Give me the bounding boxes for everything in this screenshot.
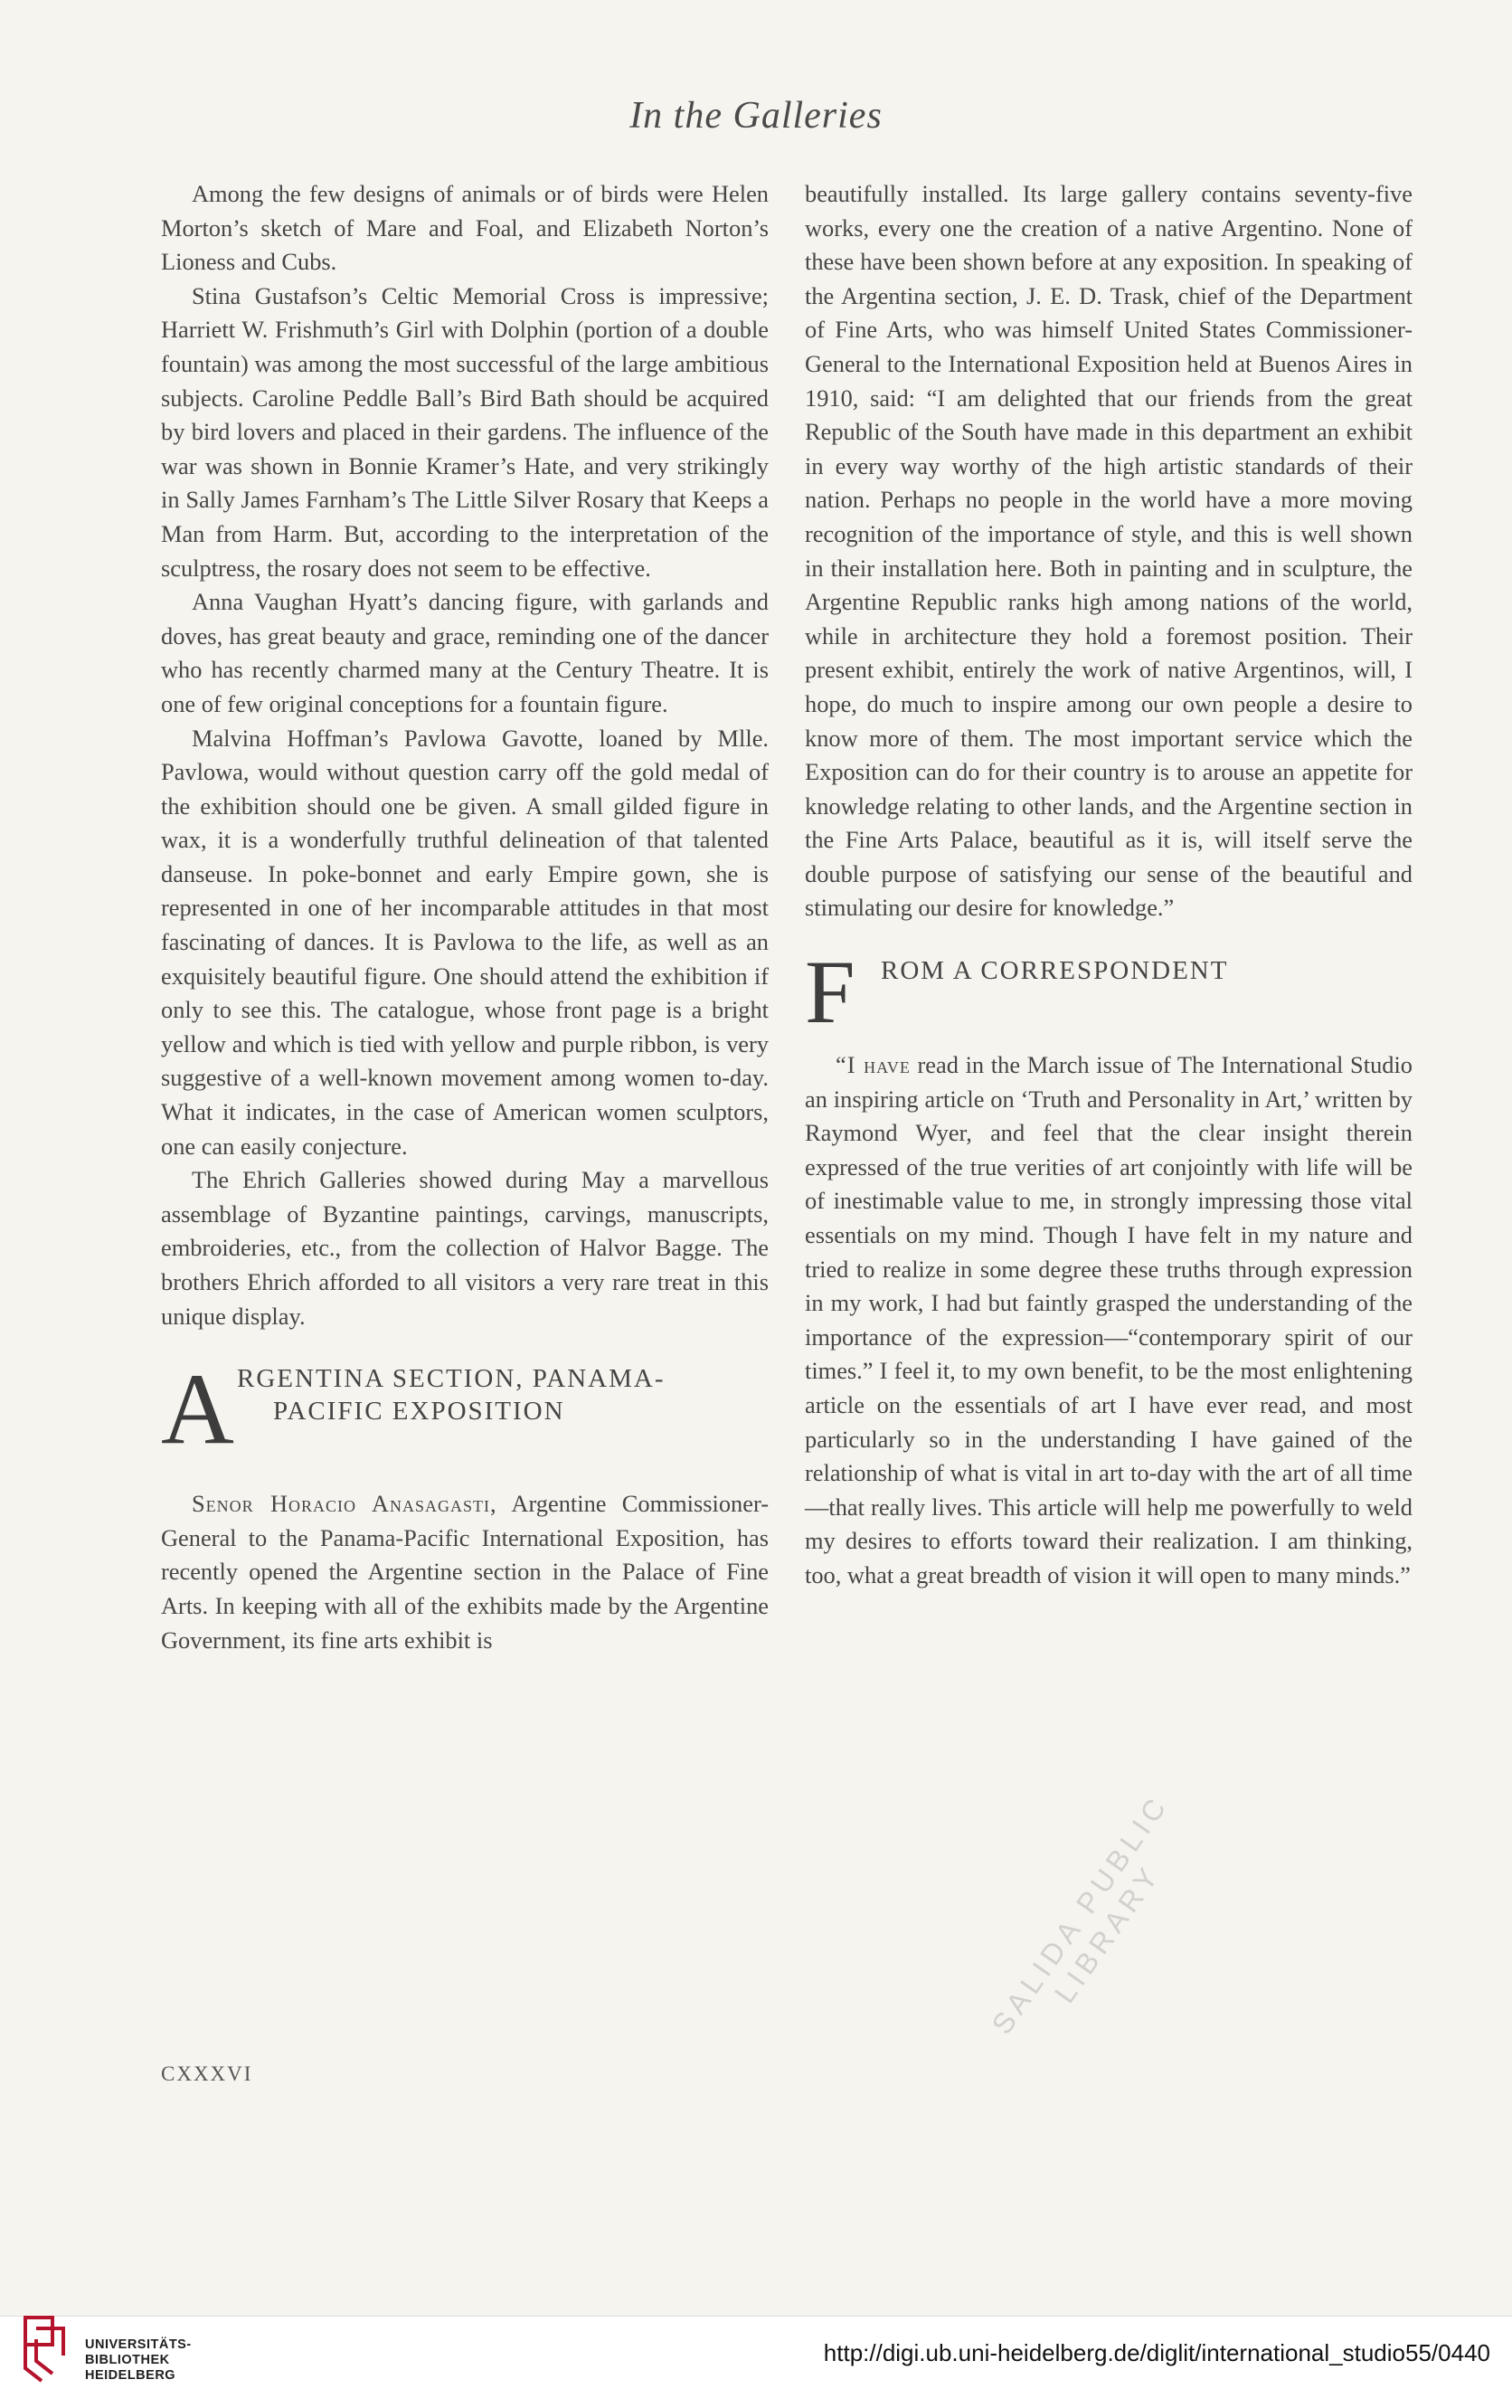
logo-line: BIBLIOTHEK: [85, 2353, 170, 2367]
library-stamp-text: SALIDA PUBLIC LIBRARY: [985, 1787, 1176, 2041]
lead-in: “I have: [836, 1051, 911, 1079]
paragraph: Malvina Hoffman’s Pavlowa Gavotte, loaned by Mlle. Pavlowa, would without question carry off the gold medal of the exhibition should one be given. A small gilded figure in wax, it is a wonderfully truthful delineation of that talented danseuse. In poke-bonnet and early Empire gown, she is represented in one of her incomparable attitudes in that most fascinating of dances. It is Pavlowa to the life, as well as an exquisitely beautiful figure. One should attend the exhibition if only to see this. The catalogue, whose front page is a bright yellow and which is tied with yellow and purple ribbon, is very suggestive of a well-known movement among women to-day. What it indicates, in the case of American women sculptors, one can easily conjecture.: [161, 724, 769, 1160]
logo-line: UNIVERSITÄTS-: [85, 2337, 192, 2352]
library-logo-text: [85, 2337, 192, 2384]
section-heading-correspondent: [805, 942, 1413, 1043]
paragraph: Stina Gustafson’s Celtic Memorial Cross is impressive; Harriett W. Frishmuth’s Girl with Dolphin (portion of a double fountain) was among the most successful of the large ambitious subjects. Caroline Peddle Ball’s Bird Bath should be acquired by bird lovers and placed in their gardens. The influence of the war was shown in Bonnie Kramer’s Hate, and very strikingly in Sally James Farnham’s The Little Silver Rosary that Keeps a Man from Harm. But, according to the interpretation of the sculptress, the rosary does not seem to be effective.: [161, 281, 769, 582]
page-number: CXXXVI: [161, 2062, 253, 2085]
paragraph: [161, 1487, 769, 1657]
running-head: In the Galleries: [629, 95, 883, 137]
paragraph: [805, 1048, 1413, 1593]
logo-line: HEIDELBERG: [85, 2368, 176, 2383]
paragraph: Among the few designs of animals or of birds were Helen Morton’s sketch of Mare and Foal, and Elizabeth Norton’s Lioness and Cubs.: [161, 180, 769, 276]
lead-in: Senor Horacio Anasagasti,: [192, 1490, 497, 1518]
paragraph: Anna Vaughan Hyatt’s dancing figure, with garlands and doves, has great beauty and grace, reminding one of the dancer who has recently charmed many at the Century Theatre. It is one of few original conceptions for a fountain figure.: [161, 588, 769, 717]
heading-line: PACIFIC EXPOSITION: [273, 1397, 565, 1427]
right-column: [805, 177, 1413, 1593]
heading-line: ROM A CORRESPONDENT: [881, 956, 1229, 986]
library-stamp: [968, 1755, 1185, 2062]
section-heading-argentina: [161, 1353, 769, 1466]
paragraph: beautifully installed. Its large gallery contains seventy-five works, every one the creation of a native Argentino. None of these have been shown before at any exposition. In speaking of the Argentina section, J. E. D. Trask, chief of the Department of Fine Arts, who was himself United States Commissioner-General to the International Exposition held at Buenos Aires in 1910, said: “I am delighted that our friends from the great Republic of the South have made in this department an exhibit in every way worthy of the high artistic standards of their nation. Perhaps no people in the world have a more moving recognition of the importance of style, and this is well shown in their installation here. Both in painting and in sculpture, the Argentine Republic ranks high among nations of the world, while in architecture they hold a foremost position. Their present exhibit, entirely the work of native Argentinos, will, I hope, do much to inspire among our own people a desire to know more of them. The most important service which the Exposition can do for their country is to arouse an appetite for knowledge relating to other lands, and the Argentine section in the Fine Arts Palace, beautiful as it is, will itself serve the double purpose of satisfying our sense of the beautiful and stimulating our desire for knowledge.”: [805, 180, 1413, 922]
heading-line: RGENTINA SECTION, PANAMA-: [237, 1364, 666, 1394]
library-logo-icon: [16, 2305, 74, 2388]
paragraph-text: read in the March issue of The International Studio an inspiring article on ‘Truth and Personality in Art,’ written by Raymond Wyer, and feel that the clear insight therein expressed of the true verities of art conjointly with life will be of inestimable value to me, in strongly impressing those vital essentials on my mind. Though I have felt in my nature and tried to realize in some degree these truths through expression in my work, I had but faintly grasped the understanding of the importance of the expression—“contemporary spirit of our times.” I feel it, to my own benefit, to be the most enlightening article on the essentials of art I have ever read, and most particularly so in the understanding I have gained of the relationship of what is vital in art to-day with the art of all time—that really lives. This article will help me powerfully to weld my desires to efforts toward their realization. I am thinking, too, what a great breadth of vision it will open to many minds.”: [805, 1051, 1413, 1588]
left-column: [161, 177, 769, 1657]
drop-cap: A: [161, 1353, 236, 1466]
paragraph: The Ehrich Galleries showed during May a marvellous assemblage of Byzantine paintings, carvings, manuscripts, embroideries, etc., from the collection of Halvor Bagge. The brothers Ehrich afforded to all visitors a very rare treat in this unique display.: [161, 1166, 769, 1330]
paragraph-text: Argentine Commissioner-General to the Panama-Pacific International Exposition, has recently opened the Argentine section in the Palace of Fine Arts. In keeping with all of the exhibits made by the Argentine Government, its fine arts exhibit is: [161, 1490, 770, 1654]
drop-cap: F: [805, 942, 857, 1043]
source-url-link[interactable]: http://digi.ub.uni-heidelberg.de/diglit/international_studio55/0440: [823, 2339, 1490, 2366]
